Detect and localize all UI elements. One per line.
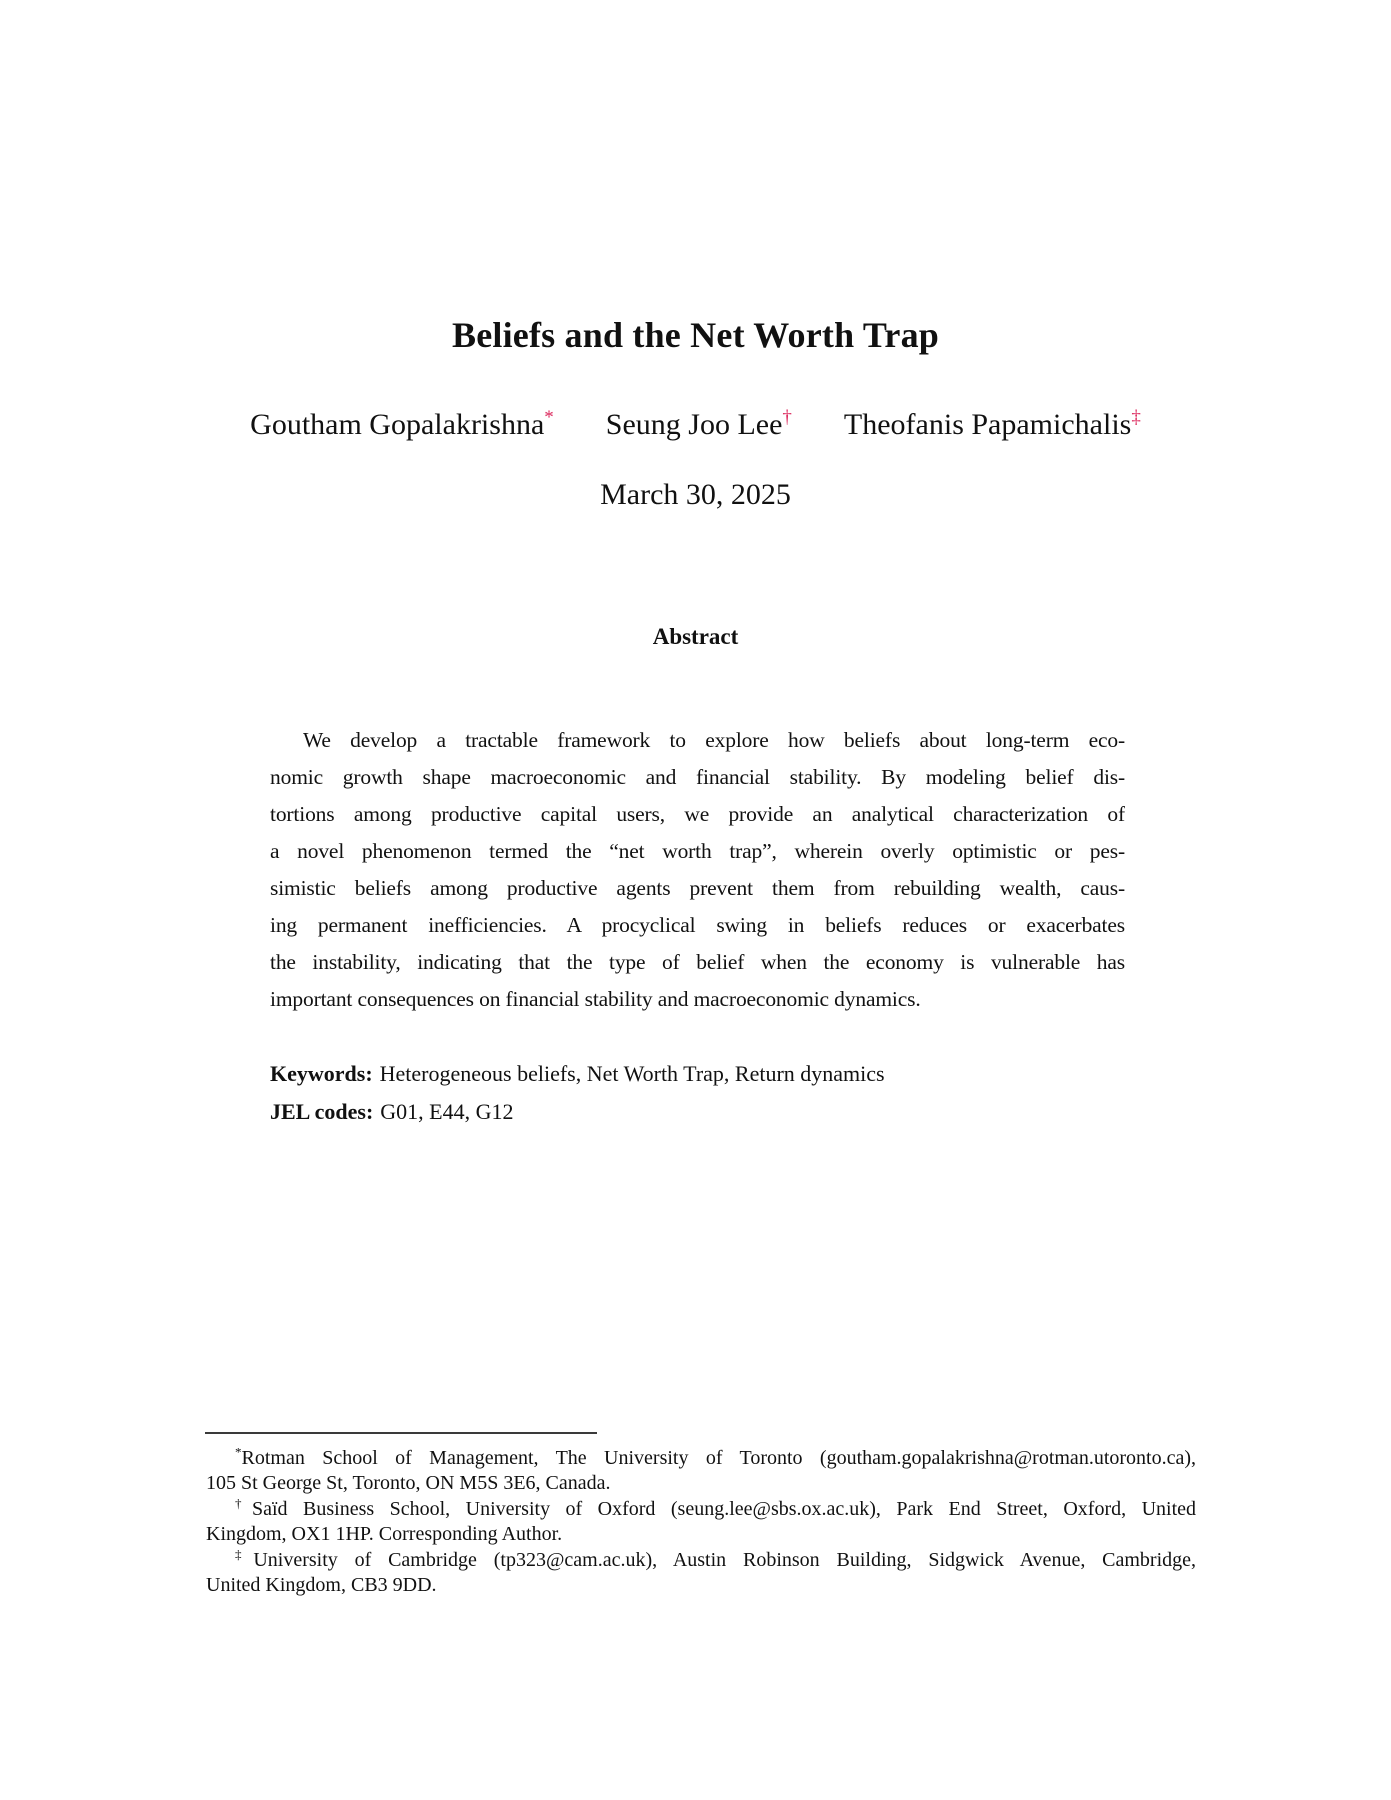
abstract-line: important consequences on financial stability and macroeconomic dynamics. <box>270 987 921 1011</box>
footnote-1-line-1 <box>206 1446 1196 1471</box>
paper-date: March 30, 2025 <box>600 478 791 511</box>
footnote-1-marker: * <box>235 1446 242 1460</box>
abstract-line: nomic growth shape macroeconomic and financial stability. By modeling belief dis- <box>270 765 1125 789</box>
footnote-3-marker: ‡ <box>235 1547 254 1561</box>
abstract-line: a novel phenomenon termed the “net worth trap”, wherein overly optimistic or pes- <box>270 839 1125 863</box>
footnote-2-text-1: Saïd Business School, University of Oxford (seung.lee@sbs.ox.ac.uk), Park End Street, Oxford, United <box>251 1497 1196 1520</box>
footnote-1-text-1: Rotman School of Management, The University of Toronto (goutham.gopalakrishna@rotman.utoronto.ca), <box>241 1447 1196 1469</box>
footnote-rule <box>205 1432 597 1434</box>
author-3-name: Theofanis Papamichalis <box>843 408 1132 441</box>
author-3-footnote-marker: ‡ <box>1131 407 1141 428</box>
jel-codes-label: JEL codes: <box>270 1099 374 1124</box>
author-1 <box>250 406 554 444</box>
abstract-line: simistic beliefs among productive agents prevent them from rebuilding wealth, caus- <box>270 876 1125 900</box>
author-2-name: Seung Joo Lee <box>605 408 783 441</box>
author-1-footnote-marker: * <box>544 407 554 428</box>
abstract-heading: Abstract <box>652 624 739 649</box>
abstract-line: We develop a tractable framework to explore how beliefs about long-term eco- <box>303 728 1125 752</box>
author-3 <box>844 406 1141 444</box>
author-byline <box>0 406 1391 444</box>
footnote-1-line-2: 105 St George St, Toronto, ON M5S 3E6, Canada. <box>206 1472 611 1495</box>
abstract-line: tortions among productive capital users, we provide an analytical characterization of <box>270 802 1125 826</box>
keywords-text: Heterogeneous beliefs, Net Worth Trap, Return dynamics <box>379 1061 885 1086</box>
footnote-2-line-2: Kingdom, OX1 1HP. Corresponding Author. <box>206 1523 563 1546</box>
jel-codes-line <box>270 1098 1130 1126</box>
footnote-3-line-2: United Kingdom, CB3 9DD. <box>206 1573 437 1596</box>
author-1-name: Goutham Gopalakrishna <box>250 408 545 441</box>
footnote-2-marker: † <box>235 1496 252 1511</box>
abstract-body <box>270 722 1125 1018</box>
author-2 <box>606 406 792 444</box>
author-2-footnote-marker: † <box>782 407 792 428</box>
footnote-3-line-1 <box>206 1548 1196 1573</box>
jel-codes-text: G01, E44, G12 <box>380 1099 514 1124</box>
footnotes-block <box>206 1446 1196 1598</box>
keywords-label: Keywords: <box>270 1061 373 1086</box>
footnote-3-text-1: University of Cambridge (tp323@cam.ac.uk), Austin Robinson Building, Sidgwick Avenue, Cambridge, <box>253 1548 1196 1571</box>
abstract-line: the instability, indicating that the type of belief when the economy is vulnerable has <box>270 950 1125 974</box>
keywords-line <box>270 1060 1130 1088</box>
paper-title: Beliefs and the Net Worth Trap <box>451 315 939 355</box>
footnote-2-line-1 <box>206 1497 1196 1522</box>
abstract-line: ing permanent inefficiencies. A procyclical swing in beliefs reduces or exacerbates <box>270 913 1125 937</box>
